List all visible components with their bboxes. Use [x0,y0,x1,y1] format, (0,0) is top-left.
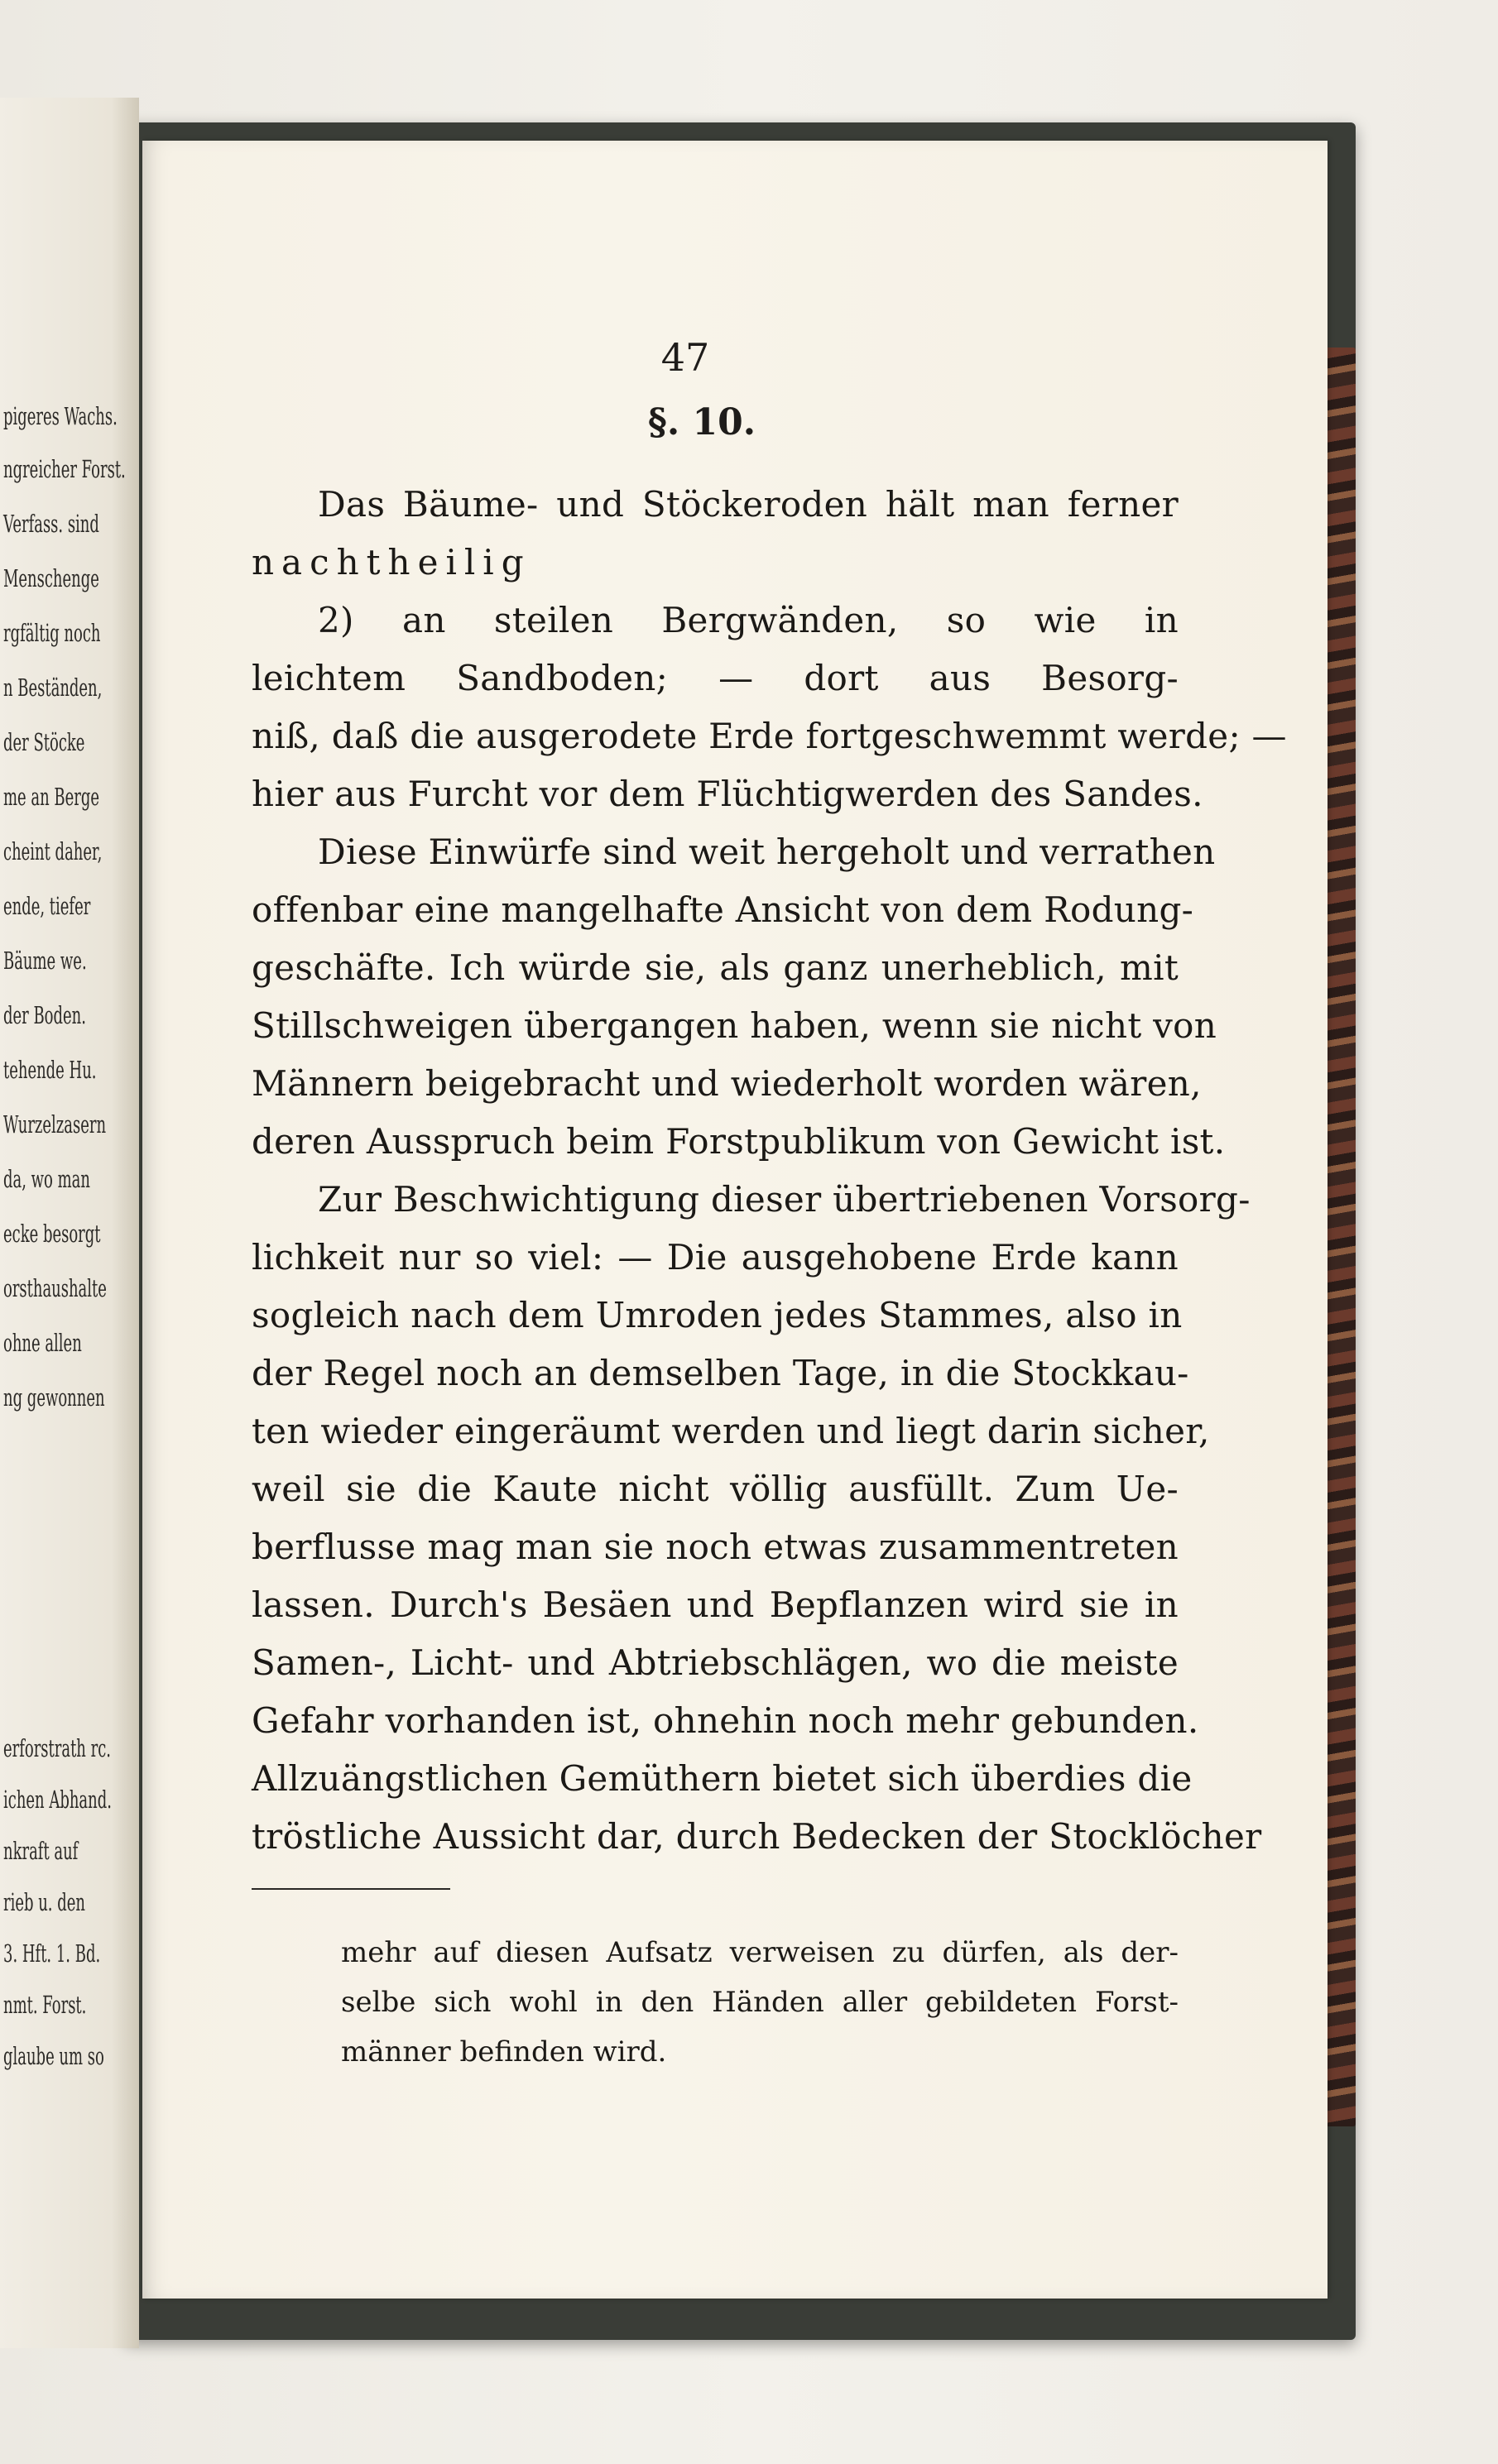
left-page-line: ecke besorgt [3,1220,101,1248]
page-number: 47 [660,335,710,380]
marbled-edge [1323,348,1356,2126]
text-line: hier aus Furcht vor dem Flüchtigwerden des Sandes. [252,774,1203,814]
text-line: Diese Einwürfe sind weit hergeholt und verrathen [318,832,1216,872]
left-page-line: rieb u. den [3,1888,85,1916]
text-line: deren Ausspruch beim Forstpublikum von Gewicht ist. [252,1121,1226,1162]
left-page-line: 3. Hft. 1. Bd. [3,1939,101,1968]
section-heading: §. 10. [647,401,756,443]
left-page-line: ng gewonnen [3,1383,105,1412]
text-line: lichkeit nur so viel: — Die ausgehobene Erde kann [252,1237,1179,1278]
left-page-line: orsthaushalte [3,1274,107,1302]
footnote-line: männer befinden wird. [341,2035,667,2069]
text-line: Stillschweigen übergangen haben, wenn sie nicht von [252,1005,1217,1046]
text-line: berflusse mag man sie noch etwas zusammentreten [252,1527,1179,1567]
text-line: Samen-, Licht- und Abtriebschlägen, wo die meiste [252,1642,1179,1683]
left-page-line: pigeres Wachs. [3,402,118,430]
right-page [142,141,1328,2299]
footnote-line: mehr auf diesen Aufsatz verweisen zu dürfen, als der- [341,1936,1179,1969]
left-page-line: ichen Abhand. [3,1786,112,1814]
left-page-line: nmt. Forst. [3,1991,87,2019]
text-line: Männern beigebracht und wiederholt worden wären, [252,1063,1202,1104]
text-line: Zur Beschwichtigung dieser übertriebenen Vorsorg- [318,1179,1251,1220]
text-line: leichtem Sandboden; — dort aus Besorg- [252,658,1179,698]
left-page-line: me an Berge [3,783,100,811]
left-page-line: ngreicher Forst. [3,455,126,483]
left-page-line: glaube um so [3,2042,104,2070]
left-page-line: cheint daher, [3,837,103,865]
left-page-line: der Boden. [3,1001,86,1029]
text-line: lassen. Durch's Besäen und Bepflanzen wird sie in [252,1584,1179,1625]
text-line: ten wieder eingeräumt werden und liegt darin sicher, [252,1411,1210,1451]
left-page-line: der Stöcke [3,728,85,756]
left-page-line: n Beständen, [3,674,103,702]
left-page-line: nkraft auf [3,1837,79,1865]
left-page-line: rgfältig noch [3,619,101,647]
text-line: 2) an steilen Bergwänden, so wie in [318,600,1179,640]
text-line: nachtheilig [252,542,531,582]
text-line: Allzuängstlichen Gemüthern bietet sich überdies die [252,1758,1193,1799]
left-page-line: ohne allen [3,1329,82,1357]
footnote-line: selbe sich wohl in den Händen aller gebildeten Forst- [341,1986,1179,2019]
text-line: geschäfte. Ich würde sie, als ganz unerheblich, mit [252,947,1179,988]
text-line: Das Bäume- und Stöckeroden hält man ferner [318,484,1179,525]
left-page-line: Bäume we. [3,947,87,975]
left-page-line: ende, tiefer [3,892,91,920]
left-page-line: Menschenge [3,564,99,592]
left-page-line: Verfass. sind [3,510,99,538]
text-line: sogleich nach dem Umroden jedes Stammes, also in [252,1295,1183,1335]
text-line: tröstliche Aussicht dar, durch Bedecken der Stocklöcher [252,1816,1262,1857]
text-line: der Regel noch an demselben Tage, in die Stockkau- [252,1353,1189,1393]
text-line: niß, daß die ausgerodete Erde fortgeschwemmt werde; — [252,716,1287,756]
left-page-line: da, wo man [3,1165,90,1193]
text-line: Gefahr vorhanden ist, ohnehin noch mehr gebunden. [252,1700,1199,1741]
text-line: weil sie die Kaute nicht völlig ausfüllt. Zum Ue- [252,1469,1179,1509]
left-page-line: erforstrath rc. [3,1734,111,1762]
text-line: offenbar eine mangelhafte Ansicht von dem Rodung- [252,889,1194,930]
left-page-line: Wurzelzasern [3,1110,107,1139]
left-page-line: tehende Hu. [3,1056,97,1084]
footnote-divider [252,1888,450,1890]
